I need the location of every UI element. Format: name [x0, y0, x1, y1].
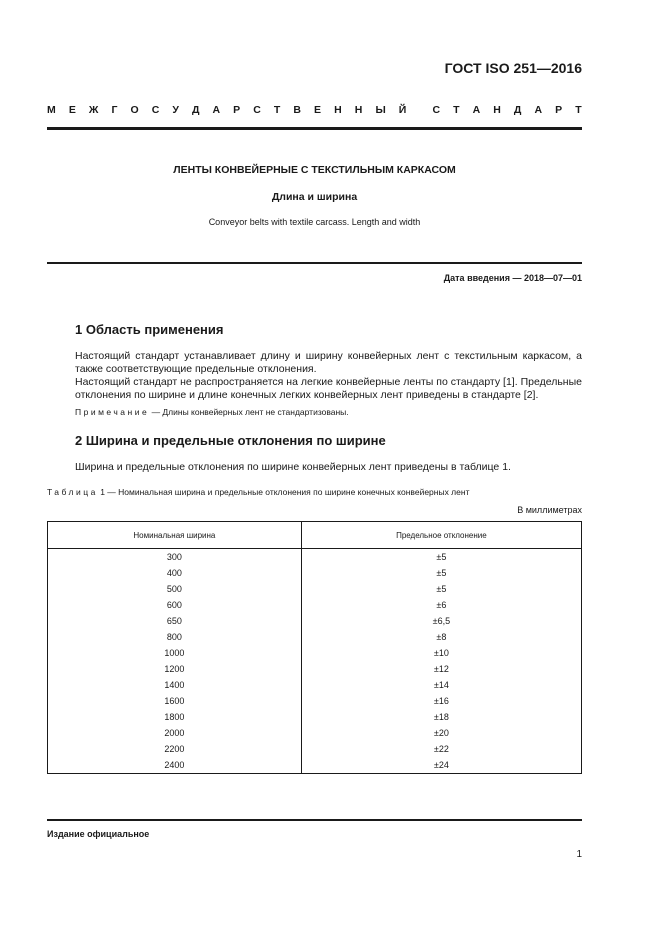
- nominal-width-cell: 1000: [48, 645, 302, 661]
- interstate-letter: Й: [398, 104, 407, 116]
- table-body: [48, 549, 582, 774]
- table-row: [48, 645, 582, 661]
- page-number: 1: [576, 849, 582, 860]
- document-title: ЛЕНТЫ КОНВЕЙЕРНЫЕ С ТЕКСТИЛЬНЫМ КАРКАСОМ: [173, 164, 456, 176]
- interstate-letter: А: [534, 104, 543, 116]
- table-row: [48, 549, 582, 566]
- interstate-letter: Г: [111, 104, 118, 116]
- header-rule: [47, 127, 582, 130]
- interstate-letter: С: [151, 104, 160, 116]
- section-1-paragraph-1: [47, 350, 582, 376]
- official-edition-label: Издание официальное: [47, 829, 150, 839]
- nominal-width-cell: 600: [48, 597, 302, 613]
- nominal-width-cell: 300: [48, 549, 302, 566]
- table-row: [48, 565, 582, 581]
- interstate-letter: Т: [575, 104, 582, 116]
- interstate-letter: Н: [334, 104, 342, 116]
- interstate-letter: С: [432, 104, 441, 116]
- interstate-letter: Д: [191, 104, 200, 116]
- tolerance-cell: ±16: [301, 693, 581, 709]
- nominal-width-cell: 1400: [48, 677, 302, 693]
- nominal-width-cell: 400: [48, 565, 302, 581]
- interstate-letter: Т: [453, 104, 460, 116]
- interstate-letter: М: [47, 104, 56, 116]
- document-subtitle: Длина и ширина: [271, 191, 358, 203]
- interstate-letter: О: [130, 104, 139, 116]
- table-row: [48, 693, 582, 709]
- tolerance-cell: ±10: [301, 645, 581, 661]
- table-row: [48, 597, 582, 613]
- section-2-heading: 2 Ширина и предельные отклонения по ширине: [75, 433, 386, 448]
- interstate-letter: Ы: [375, 104, 386, 116]
- table-row: [48, 661, 582, 677]
- section-1-note: [75, 407, 349, 417]
- interstate-letter: Ж: [88, 104, 99, 116]
- table-row: [48, 709, 582, 725]
- nominal-width-cell: 1200: [48, 661, 302, 677]
- footer-rule: [47, 819, 582, 821]
- interstate-letter: Т: [273, 104, 281, 116]
- tolerance-cell: ±20: [301, 725, 581, 741]
- nominal-width-cell: 500: [48, 581, 302, 597]
- interstate-letter: Р: [555, 104, 563, 116]
- tolerance-cell: ±18: [301, 709, 581, 725]
- interstate-letter: Д: [513, 104, 522, 116]
- table-row: [48, 741, 582, 757]
- document-code: ГОСТ ISO 251—2016: [444, 60, 582, 76]
- tolerance-cell: ±5: [301, 581, 581, 597]
- header-nominal-width: Номинальная ширина: [48, 522, 302, 549]
- tolerance-cell: ±14: [301, 677, 581, 693]
- table-caption-label: Таблица: [47, 487, 98, 497]
- tolerance-cell: ±6: [301, 597, 581, 613]
- tolerance-cell: ±6,5: [301, 613, 581, 629]
- nominal-width-cell: 650: [48, 613, 302, 629]
- section-1-paragraph-2: [47, 376, 582, 402]
- width-tolerance-table: [47, 521, 582, 774]
- table-header-row: [48, 522, 582, 549]
- table-caption-text: 1 — Номинальная ширина и предельные отклонения по ширине конечных конвейерных лент: [97, 487, 470, 497]
- table-row: [48, 725, 582, 741]
- nominal-width-cell: 2400: [48, 757, 302, 774]
- nominal-width-cell: 2200: [48, 741, 302, 757]
- nominal-width-cell: 800: [48, 629, 302, 645]
- note-label: Примечание: [75, 407, 150, 417]
- introduction-date: Дата введения — 2018—07—01: [443, 273, 582, 283]
- section-1-paragraph-1-text: Настоящий стандарт устанавливает длину и ширину конвейерных лент с текстильным каркасом, а также соответствующие предельные отклонения.: [75, 350, 582, 375]
- interstate-letter: В: [293, 104, 301, 116]
- english-title: Conveyor belts with textile carcass. Length and width: [208, 217, 421, 227]
- interstate-letter: А: [212, 104, 221, 116]
- table-row: [48, 613, 582, 629]
- note-text: — Длины конвейерных лент не стандартизованы.: [149, 407, 349, 417]
- interstate-letter: Н: [493, 104, 501, 116]
- tolerance-cell: ±12: [301, 661, 581, 677]
- section-2-paragraph-1: [47, 461, 582, 474]
- tolerance-cell: ±8: [301, 629, 581, 645]
- section-1-paragraph-2-text: Настоящий стандарт не распространяется на легкие конвейерные ленты по стандарту [1]. Предельные отклонения по ширине и длине конечных легких конвейерных лент приведены в стандарте [2].: [75, 376, 582, 401]
- tolerance-cell: ±24: [301, 757, 581, 774]
- interstate-letter: Е: [314, 104, 322, 116]
- interstate-letter: С: [253, 104, 261, 116]
- table-row: [48, 629, 582, 645]
- interstate-letter: Е: [68, 104, 76, 116]
- section-2-paragraph-1-text: Ширина и предельные отклонения по ширине конвейерных лент приведены в таблице 1.: [75, 461, 511, 473]
- nominal-width-cell: 1600: [48, 693, 302, 709]
- tolerance-cell: ±5: [301, 549, 581, 566]
- header-tolerance: Предельное отклонение: [301, 522, 581, 549]
- table-caption: [47, 487, 469, 497]
- interstate-letter: Н: [354, 104, 363, 116]
- section-1-heading: 1 Область применения: [75, 322, 224, 337]
- interstate-standard-label: [47, 104, 582, 116]
- interstate-letter: А: [472, 104, 481, 116]
- table-row: [48, 581, 582, 597]
- table-units: В миллиметрах: [517, 505, 582, 515]
- interstate-letter: У: [172, 104, 179, 116]
- table-row: [48, 677, 582, 693]
- tolerance-cell: ±5: [301, 565, 581, 581]
- nominal-width-cell: 1800: [48, 709, 302, 725]
- title-rule: [47, 262, 582, 264]
- table-row: [48, 757, 582, 774]
- nominal-width-cell: 2000: [48, 725, 302, 741]
- interstate-letter: Р: [233, 104, 241, 116]
- tolerance-cell: ±22: [301, 741, 581, 757]
